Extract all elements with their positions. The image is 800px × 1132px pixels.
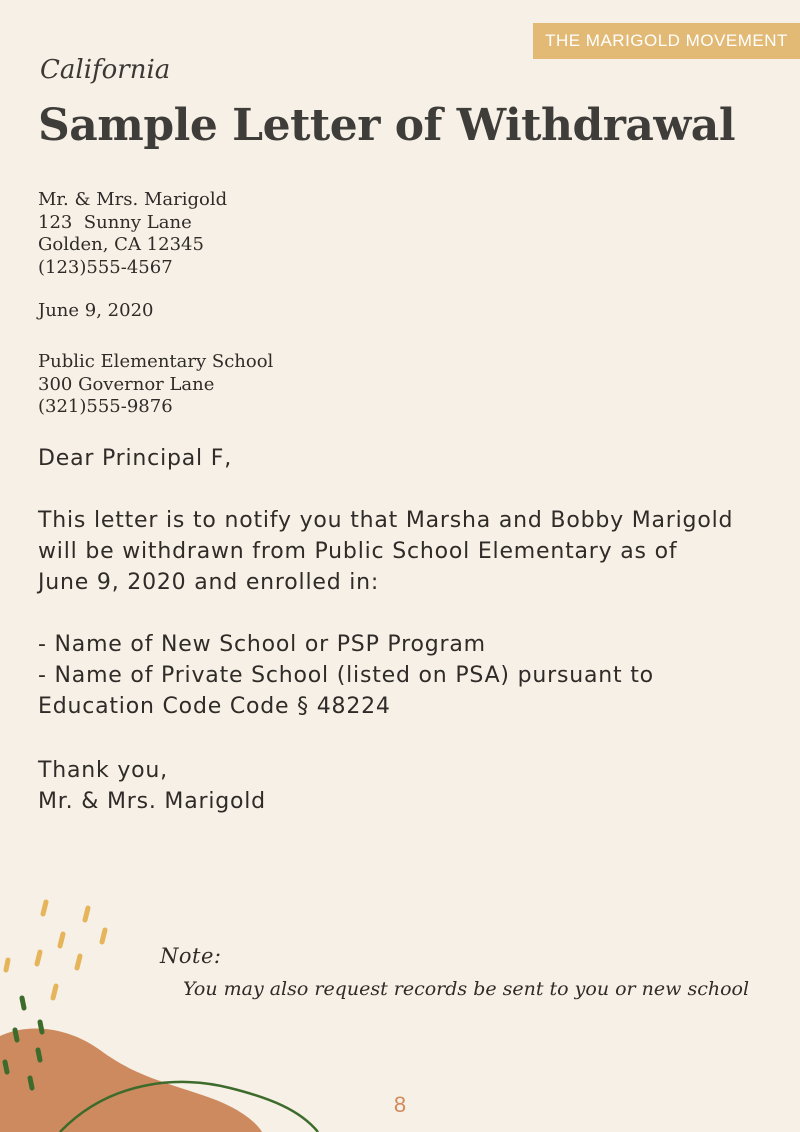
sender-phone: (123)555-4567 — [38, 256, 173, 278]
letter-greeting — [38, 443, 232, 474]
note-text: You may also request records be sent to you or new school — [183, 978, 750, 1000]
option-line: - Name of New School or PSP Program — [38, 632, 486, 657]
yellow-dashes — [6, 902, 105, 998]
paragraph-line: June 9, 2020 and enrolled in: — [38, 570, 380, 595]
paragraph-line: This letter is to notify you that Marsha and Bobby Marigold — [38, 508, 734, 533]
enrollment-options — [38, 629, 654, 722]
greeting-text: Dear Principal F, — [38, 446, 232, 471]
sender-street: 123 Sunny Lane — [38, 211, 192, 233]
sender-address — [38, 189, 227, 279]
date-text: June 9, 2020 — [38, 300, 154, 321]
option-line: - Name of Private School (listed on PSA) pursuant to — [38, 663, 654, 688]
letter-date — [38, 300, 153, 323]
closing-text: Thank you, — [38, 758, 168, 783]
page-number: 8 — [393, 1092, 407, 1117]
recipient-name: Public Elementary School — [38, 351, 274, 372]
brand-tag: THE MARIGOLD MOVEMENT — [533, 23, 800, 59]
recipient-street: 300 Governor Lane — [38, 373, 215, 395]
option-line: Education Code Code § 48224 — [38, 694, 391, 719]
signature-text: Mr. & Mrs. Marigold — [38, 789, 266, 814]
page-title: Sample Letter of Withdrawal — [38, 100, 736, 151]
recipient-address — [38, 351, 273, 419]
note-label: Note: — [160, 944, 222, 968]
sender-city: Golden, CA 12345 — [38, 234, 204, 255]
sender-name: Mr. & Mrs. Marigold — [38, 189, 228, 210]
paragraph-line: will be withdrawn from Public School Elementary as of — [38, 539, 678, 564]
recipient-phone: (321)555-9876 — [38, 396, 173, 417]
letter-closing — [38, 755, 266, 817]
page-subtitle: California — [40, 55, 171, 85]
letter-paragraph — [38, 505, 733, 598]
